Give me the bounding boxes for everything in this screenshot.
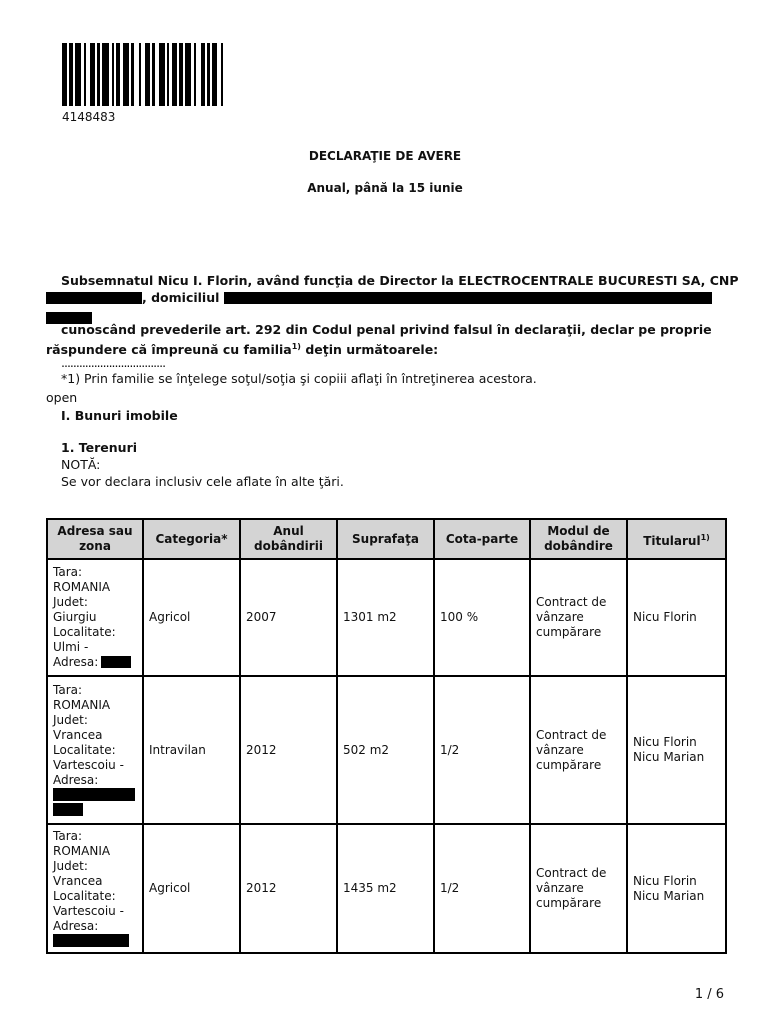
cell-mod [530, 559, 627, 676]
col-header-adresa: Adresa sau zona [47, 519, 143, 559]
addr-line: Tara: [53, 828, 83, 843]
mod-line: Contract de [536, 595, 607, 609]
cell-titular [627, 676, 726, 824]
intro-line-1: Subsemnatul Nicu I. Florin, având funcţia de Director la ELECTROCENTRALE BUCURESTI SA, CNP [61, 273, 739, 288]
intro-text-3b: răspundere că împreună cu familia [46, 342, 292, 358]
barcode-bar [159, 43, 165, 106]
barcode-bar [62, 43, 67, 106]
titular-line: Nicu Marian [633, 888, 705, 903]
addr-lines [53, 683, 137, 818]
mod-line: Contract de [536, 866, 607, 880]
addr-line: Ulmi - [53, 640, 89, 654]
redacted-cnp [46, 292, 142, 304]
barcode-bar [69, 43, 73, 106]
redacted-address [53, 934, 129, 947]
barcode-bar [116, 43, 120, 106]
titular-line: Nicu Florin [633, 610, 697, 624]
barcode-bar [102, 43, 109, 106]
barcode-bar [201, 43, 205, 106]
mod-line: vânzare [536, 610, 584, 624]
mod-line: vânzare [536, 881, 584, 895]
barcode-bar [194, 43, 196, 106]
cell-an: 2012 [240, 676, 337, 824]
footnote-ref: 1) [291, 342, 301, 351]
intro-line-2 [46, 289, 712, 306]
intro-text-3c: deţin următoarele: [300, 342, 439, 358]
redacted-domicile [224, 292, 712, 304]
col-header-cota: Cota-parte [434, 519, 530, 559]
cell-titular [627, 824, 726, 953]
document-title: DECLARAŢIE DE AVERE [308, 149, 462, 163]
barcode-number: 4148483 [62, 110, 116, 124]
titular-line: Nicu Marian [633, 750, 705, 764]
titular-header-text: Titularul [643, 533, 701, 548]
addr-line: Tara: [53, 565, 83, 579]
land-table [46, 518, 727, 954]
col-header-anul: Anul dobândirii [240, 519, 337, 559]
titular-line: Nicu Florin [633, 735, 697, 749]
barcode-bar [131, 43, 134, 106]
dotted-line: ................................... [61, 355, 166, 370]
addr-line: Adresa: [53, 772, 99, 787]
barcode-bar [112, 43, 114, 106]
cell-addr [47, 824, 143, 953]
titular-lines [633, 735, 720, 765]
page-number: 1 / 6 [694, 987, 724, 1002]
addr-line: Vartescoiu - [53, 903, 124, 918]
cell-categ: Agricol [143, 824, 240, 953]
table-header-row [47, 519, 726, 559]
mod-lines [536, 728, 621, 773]
domiciliul-label: , domiciliul [142, 290, 220, 305]
addr-line: ROMANIA [53, 697, 111, 712]
barcode-bar [90, 43, 95, 106]
nota-text: Se vor declara inclusiv cele aflate în alte ţări. [61, 474, 344, 489]
cell-supr: 1435 m2 [337, 824, 434, 953]
barcode-bar [139, 43, 141, 106]
mod-lines [536, 595, 621, 640]
mod-line: cumpărare [536, 757, 602, 772]
cell-categ: Agricol [143, 559, 240, 676]
addr-line: Giurgiu [53, 610, 97, 624]
addr-line: ROMANIA [53, 843, 111, 858]
addr-line: Adresa: [53, 655, 99, 669]
addr-line: Vartescoiu - [53, 757, 124, 772]
titular-lines [633, 874, 720, 904]
footnote-text: *1) Prin familie se înţelege soţul/soţia şi copiii aflaţi în întreţinerea acestora. [61, 371, 537, 386]
barcode-bar [179, 43, 183, 106]
section-title: I. Bunuri imobile [61, 408, 178, 423]
addr-line: Localitate: [53, 625, 116, 639]
document-subtitle: Anual, până la 15 iunie [307, 181, 463, 195]
addr-line: Vrancea [53, 873, 103, 888]
cell-categ: Intravilan [143, 676, 240, 824]
open-label: open [46, 390, 78, 405]
mod-line: cumpărare [536, 896, 602, 910]
cell-supr: 502 m2 [337, 676, 434, 824]
addr-lines [53, 829, 137, 949]
cell-an: 2007 [240, 559, 337, 676]
barcode-bar [75, 43, 81, 106]
col-header-modul: Modul de dobândire [530, 519, 627, 559]
col-header-categoria: Categoria* [143, 519, 240, 559]
addr-line: Judet: [53, 858, 88, 873]
addr-line: ROMANIA [53, 580, 111, 594]
titular-lines [633, 610, 720, 625]
barcode-bar [152, 43, 155, 106]
barcode-bar [185, 43, 191, 106]
mod-line: vânzare [536, 742, 584, 757]
barcode [62, 43, 422, 106]
cell-an: 2012 [240, 824, 337, 953]
mod-line: cumpărare [536, 625, 602, 639]
mod-lines [536, 866, 621, 911]
barcode-bar [207, 43, 210, 106]
barcode-bar [97, 43, 100, 106]
barcode-bar [167, 43, 169, 106]
cell-titular [627, 559, 726, 676]
intro-line-3a: cunoscând prevederile art. 292 din Codul penal privind falsul în declaraţii, declar pe proprie [61, 322, 712, 337]
barcode-bar [145, 43, 150, 106]
cell-cota: 1/2 [434, 824, 530, 953]
cell-mod [530, 676, 627, 824]
cell-cota: 1/2 [434, 676, 530, 824]
barcode-bar [84, 43, 86, 106]
redacted-address [101, 656, 131, 668]
col-header-titular [627, 519, 726, 559]
cell-supr: 1301 m2 [337, 559, 434, 676]
nota-label: NOTĂ: [61, 457, 101, 472]
addr-line: Judet: [53, 712, 88, 727]
barcode-bar [172, 43, 177, 106]
cell-addr [47, 676, 143, 824]
addr-line: Tara: [53, 682, 83, 697]
barcode-bar [221, 43, 223, 106]
subsection-title: 1. Terenuri [61, 440, 138, 455]
cell-mod [530, 824, 627, 953]
addr-line: Vrancea [53, 727, 103, 742]
col-header-suprafata: Suprafaţa [337, 519, 434, 559]
cell-addr [47, 559, 143, 676]
table-row [47, 824, 726, 953]
cell-cota: 100 % [434, 559, 530, 676]
addr-line: Judet: [53, 595, 88, 609]
titular-line: Nicu Florin [633, 873, 697, 888]
barcode-bar [212, 43, 217, 106]
table-row [47, 676, 726, 824]
barcode-bar [123, 43, 129, 106]
redacted-address [53, 803, 83, 816]
addr-line: Localitate: [53, 742, 116, 757]
addr-lines [53, 565, 137, 670]
addr-line: Adresa: [53, 918, 99, 933]
mod-line: Contract de [536, 727, 607, 742]
addr-line: Localitate: [53, 888, 116, 903]
titular-footnote-ref: 1) [700, 532, 710, 542]
table-row [47, 559, 726, 676]
redacted-address [53, 788, 135, 801]
